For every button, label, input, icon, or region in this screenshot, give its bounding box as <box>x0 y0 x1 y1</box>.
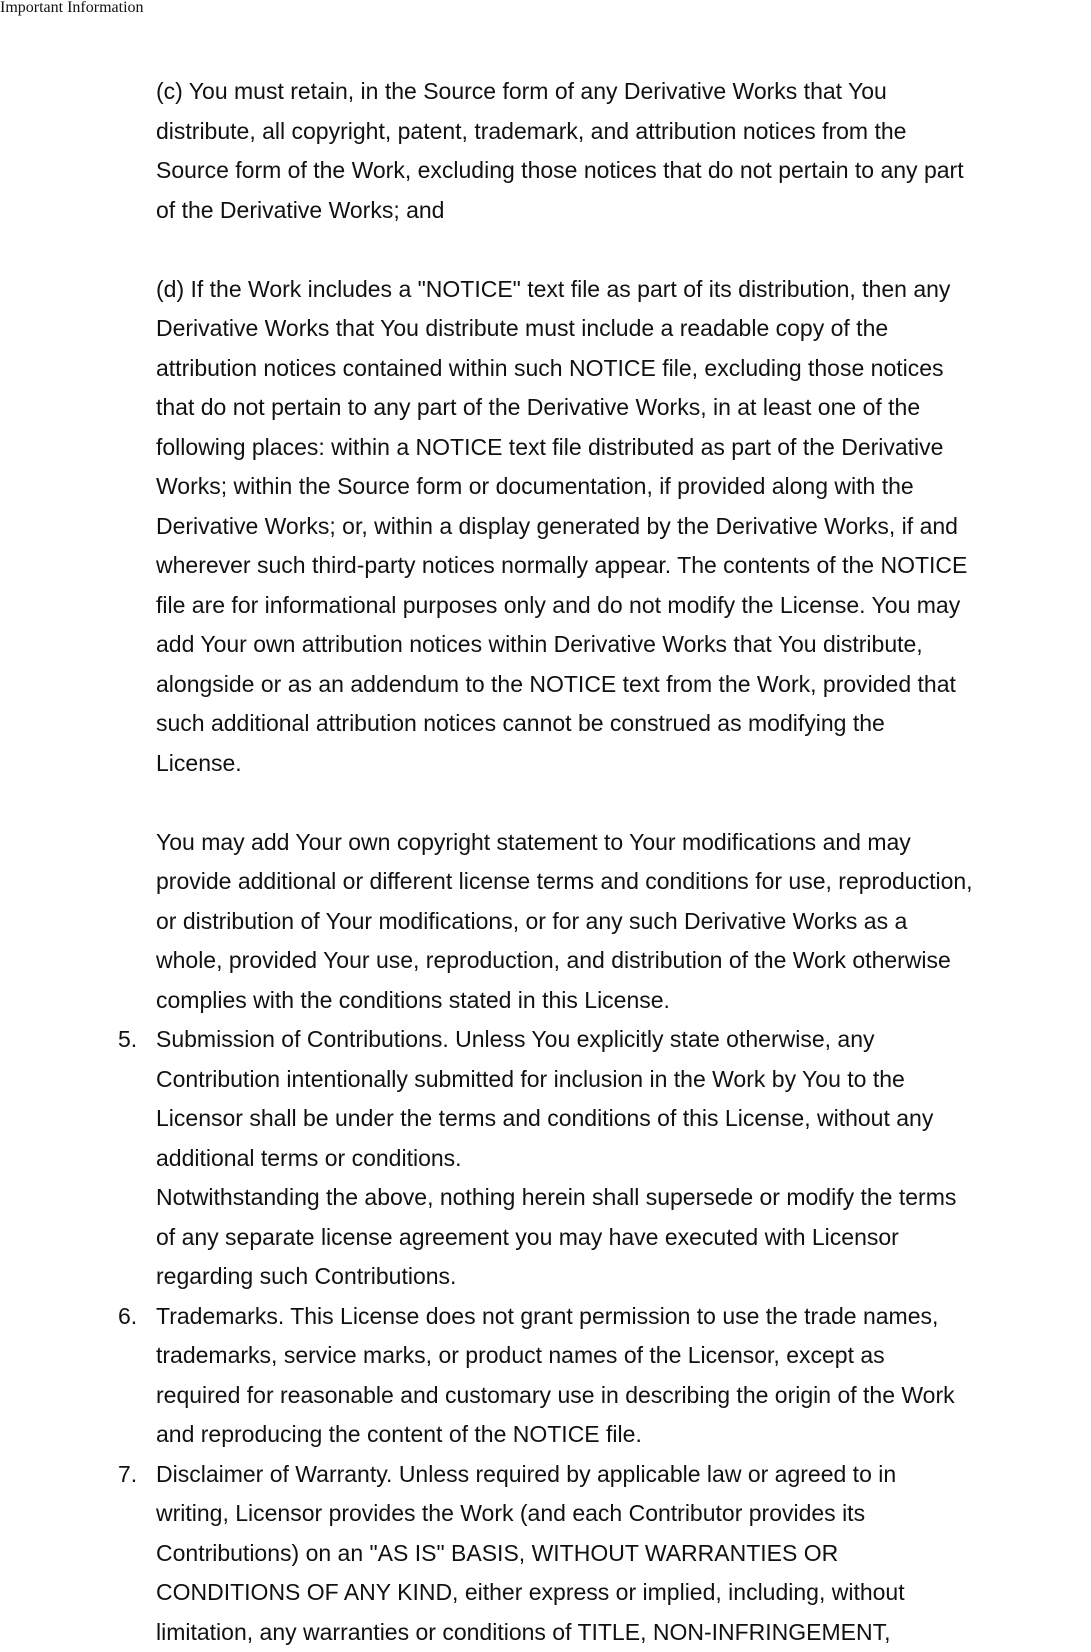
license-document-body <box>156 72 1091 1652</box>
paragraph-d <box>156 270 1091 784</box>
paragraph-c <box>156 72 1091 230</box>
text-line: additional terms or conditions. <box>156 1139 1091 1179</box>
text-line: that do not pertain to any part of the Derivative Works, in at least one of the <box>156 388 1091 428</box>
list-item-number: 6. <box>118 1297 137 1337</box>
text-line: CONDITIONS OF ANY KIND, either express or implied, including, without <box>156 1573 1091 1613</box>
text-line: Submission of Contributions. Unless You explicitly state otherwise, any <box>156 1020 1091 1060</box>
text-line: limitation, any warranties or conditions of TITLE, NON-INFRINGEMENT, <box>156 1613 1091 1652</box>
text-line: following places: within a NOTICE text file distributed as part of the Derivative <box>156 428 1091 468</box>
text-line: Disclaimer of Warranty. Unless required by applicable law or agreed to in <box>156 1455 1091 1495</box>
text-line: Source form of the Work, excluding those notices that do not pertain to any part <box>156 151 1091 191</box>
paragraph-spacer <box>156 783 1091 823</box>
text-line: alongside or as an addendum to the NOTICE text from the Work, provided that <box>156 665 1091 705</box>
text-line: distribute, all copyright, patent, trademark, and attribution notices from the <box>156 112 1091 152</box>
text-line: Notwithstanding the above, nothing herein shall supersede or modify the terms <box>156 1178 1091 1218</box>
text-line: Derivative Works that You distribute must include a readable copy of the <box>156 309 1091 349</box>
list-item-number: 7. <box>118 1455 137 1495</box>
text-line: regarding such Contributions. <box>156 1257 1091 1297</box>
text-line: wherever such third-party notices normally appear. The contents of the NOTICE <box>156 546 1091 586</box>
text-line: and reproducing the content of the NOTICE file. <box>156 1415 1091 1455</box>
text-line: (d) If the Work includes a "NOTICE" text file as part of its distribution, then any <box>156 270 1091 310</box>
text-line: complies with the conditions stated in this License. <box>156 981 1091 1021</box>
text-line: You may add Your own copyright statement to Your modifications and may <box>156 823 1091 863</box>
text-line: provide additional or different license terms and conditions for use, reproduction, <box>156 862 1091 902</box>
text-line: Licensor shall be under the terms and conditions of this License, without any <box>156 1099 1091 1139</box>
list-item-disclaimer-of-warranty <box>156 1455 1091 1652</box>
text-line: Contributions) on an "AS IS" BASIS, WITHOUT WARRANTIES OR <box>156 1534 1091 1574</box>
text-line: or distribution of Your modifications, or for any such Derivative Works as a <box>156 902 1091 942</box>
text-line: attribution notices contained within such NOTICE file, excluding those notices <box>156 349 1091 389</box>
text-line: writing, Licensor provides the Work (and each Contributor provides its <box>156 1494 1091 1534</box>
text-line: whole, provided Your use, reproduction, and distribution of the Work otherwise <box>156 941 1091 981</box>
text-line: add Your own attribution notices within Derivative Works that You distribute, <box>156 625 1091 665</box>
text-line: file are for informational purposes only and do not modify the License. You may <box>156 586 1091 626</box>
list-item-submission-of-contributions <box>156 1020 1091 1297</box>
text-line: (c) You must retain, in the Source form of any Derivative Works that You <box>156 72 1091 112</box>
text-line: Contribution intentionally submitted for inclusion in the Work by You to the <box>156 1060 1091 1100</box>
text-line: Derivative Works; or, within a display generated by the Derivative Works, if and <box>156 507 1091 547</box>
text-line: of any separate license agreement you may have executed with Licensor <box>156 1218 1091 1258</box>
list-item-number: 5. <box>118 1020 137 1060</box>
page-header-title: Important Information <box>0 0 144 16</box>
text-line: such additional attribution notices cannot be construed as modifying the <box>156 704 1091 744</box>
text-line: of the Derivative Works; and <box>156 191 1091 231</box>
text-line: Works; within the Source form or documentation, if provided along with the <box>156 467 1091 507</box>
text-line: trademarks, service marks, or product names of the Licensor, except as <box>156 1336 1091 1376</box>
paragraph-copyright-statement <box>156 823 1091 1021</box>
text-line: Trademarks. This License does not grant permission to use the trade names, <box>156 1297 1091 1337</box>
list-item-trademarks <box>156 1297 1091 1455</box>
text-line: License. <box>156 744 1091 784</box>
text-line: required for reasonable and customary use in describing the origin of the Work <box>156 1376 1091 1416</box>
paragraph-spacer <box>156 230 1091 270</box>
